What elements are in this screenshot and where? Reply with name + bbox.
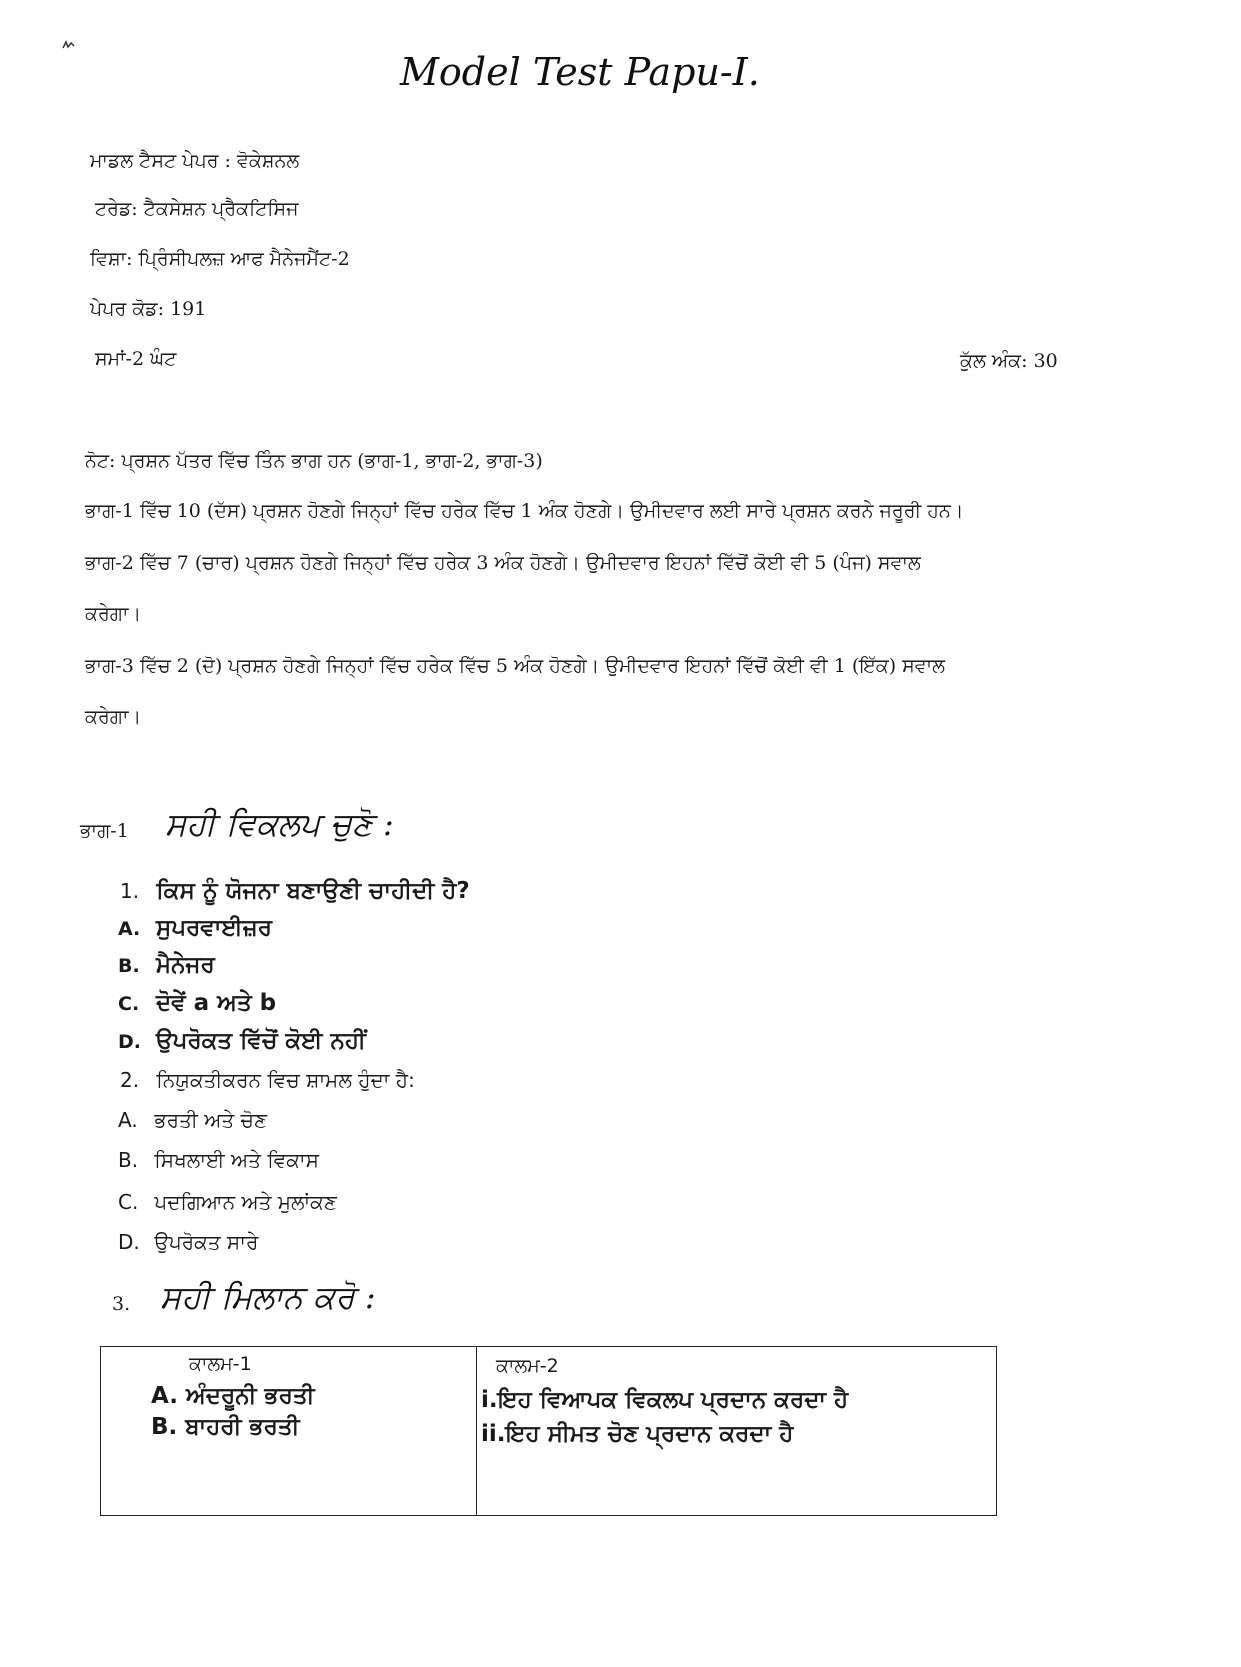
column-1-item-a: A. ਅੰਦਰੂਨੀ ਭਰਤੀ [151,1383,315,1409]
q2-option-a-letter: A. [118,1108,138,1132]
q1-option-a [118,915,272,941]
column-1-header: ਕਾਲਮ-1 [189,1353,252,1375]
match-table [100,1346,997,1516]
column-2-header: ਕਾਲਮ-2 [496,1355,559,1377]
q1-option-d-letter: D. [118,1031,141,1053]
note-line-1: ਨੋਟ: ਪ੍ਰਸ਼ਨ ਪੱਤਰ ਵਿੱਚ ਤਿੰਨ ਭਾਗ ਹਨ (ਭਾਗ-1, ਭਾਗ-2, ਭਾਗ-3) [85,450,543,472]
q2-option-b-text: ਸਿਖਲਾਈ ਅਤੇ ਵਿਕਾਸ [154,1148,319,1172]
time-line: ਸਮਾਂ-2 ਘੰਟ [95,348,177,370]
q2-option-a-text: ਭਰਤੀ ਅਤੇ ਚੋਣ [154,1108,268,1132]
q2-option-c-letter: C. [118,1190,139,1214]
q2-option-c-text: ਪਦਗਿਆਨ ਅਤੇ ਮੁਲਾਂਕਣ [154,1190,337,1214]
q2-option-a [118,1108,267,1132]
trade-line: ਟਰੇਡ: ਟੈਕਸੇਸ਼ਨ ਪ੍ਰੈਕਟਿਸਿਜ [95,198,299,220]
q1-option-c [118,990,276,1016]
note-line-4: ਭਾਗ-3 ਵਿੱਚ 2 (ਦੋ) ਪ੍ਰਸ਼ਨ ਹੋਣਗੇ ਜਿਨ੍ਹਾਂ ਵਿੱਚ ਹਰੇਕ ਵਿੱਚ 5 ਅੰਕ ਹੋਣਗੇ। ਉਮੀਦਵਾਰ ਇਹਨਾਂ ਵਿੱਚੋਂ ਕੋਈ ਵੀ 1 (ਇੱਕ) ਸਵਾਲ [85,655,945,677]
note-line-3: ਭਾਗ-2 ਵਿੱਚ 7 (ਚਾਰ) ਪ੍ਰਸ਼ਨ ਹੋਣਗੇ ਜਿਨ੍ਹਾਂ ਵਿੱਚ ਹਰੇਕ 3 ਅੰਕ ਹੋਣਗੇ। ਉਮੀਦਵਾਰ ਇਹਨਾਂ ਵਿੱਚੋਂ ਕੋਈ ਵੀ 5 (ਪੰਜ) ਸਵਾਲ [85,552,921,574]
q1-option-c-letter: C. [118,993,140,1015]
q1-option-a-letter: A. [118,918,141,940]
q2-option-d-letter: D. [118,1230,140,1254]
q3-number: 3. [112,1293,131,1315]
q2-number: 2. [120,1068,140,1092]
q1-option-b-text: ਮੈਨੇਜਰ [156,952,215,978]
section-1-handwritten-instruction: ਸਹੀ ਵਿਕਲਪ ਚੁਣੋ : [165,805,394,843]
q1-row [120,878,470,904]
q2-option-b-letter: B. [118,1148,139,1172]
q2-option-c [118,1190,337,1214]
q1-option-a-text: ਸੁਪਰਵਾਈਜ਼ਰ [156,915,273,941]
note-line-2: ਭਾਗ-1 ਵਿੱਚ 10 (ਦੱਸ) ਪ੍ਰਸ਼ਨ ਹੋਣਗੇ ਜਿਨ੍ਹਾਂ ਵਿੱਚ ਹਰੇਕ ਵਿੱਚ 1 ਅੰਕ ਹੋਣਗੇ। ਉਮੀਦਵਾਰ ਲਈ ਸਾਰੇ ਪ੍ਰਸ਼ਨ ਕਰਨੇ ਜਰੂਰੀ ਹਨ। [85,500,964,522]
section-1-label: ਭਾਗ-1 [80,820,129,842]
q2-row [120,1068,415,1092]
q1-option-c-text: ਦੋਵੇਂ a ਅਤੇ b [156,990,277,1016]
note-line-3-cont: ਕਰੇਗਾ। [85,603,142,625]
q1-number: 1. [120,879,140,903]
q1-option-d-text: ਉਪਰੋਕਤ ਵਿੱਚੋਂ ਕੋਈ ਨਹੀਂ [156,1028,366,1054]
note-line-4-cont: ਕਰੇਗਾ। [85,706,142,728]
match-table-divider [476,1347,477,1515]
q2-option-d [118,1230,258,1254]
handwritten-title: Model Test Papu-I. [400,50,760,94]
q3-handwritten-instruction: ਸਹੀ ਮਿਲਾਨ ਕਰੋ : [160,1278,376,1316]
column-2-item-i: i.ਇਹ ਵਿਆਪਕ ਵਿਕਲਪ ਪ੍ਰਦਾਨ ਕਰਦਾ ਹੈ [481,1387,849,1413]
q1-option-d [118,1028,366,1054]
subject-line: ਵਿਸ਼ਾ: ਪ੍ਰਿੰਸੀਪਲਜ਼ ਆਫ ਮੈਨੇਜਮੈਂਟ-2 [90,248,350,270]
q2-option-d-text: ਉਪਰੋਕਤ ਸਾਰੇ [154,1230,259,1254]
total-marks-line: ਕੁੱਲ ਅੰਕ: 30 [960,350,1058,372]
paper-type-line: ਮਾਡਲ ਟੈਸਟ ਪੇਪਰ : ਵੋਕੇਸ਼ਨਲ [90,150,300,172]
q2-text: ਨਿਯੁਕਤੀਕਰਨ ਵਿਚ ਸ਼ਾਮਲ ਹੁੰਦਾ ਹੈ: [156,1068,415,1092]
q1-text: ਕਿਸ ਨੂੰ ਯੋਜਨਾ ਬਣਾਉਣੀ ਚਾਹੀਦੀ ਹੈ? [156,878,470,904]
q2-option-b [118,1148,319,1172]
paper-code-line: ਪੇਪਰ ਕੋਡ: 191 [90,298,207,320]
q1-option-b-letter: B. [118,955,140,977]
column-1-item-b: B. ਬਾਹਰੀ ਭਰਤੀ [151,1414,300,1440]
column-2-item-ii: ii.ਇਹ ਸੀਮਤ ਚੋਣ ਪ੍ਰਦਾਨ ਕਰਦਾ ਹੈ [481,1421,794,1447]
q1-option-b [118,952,215,978]
scan-mark [62,40,76,50]
